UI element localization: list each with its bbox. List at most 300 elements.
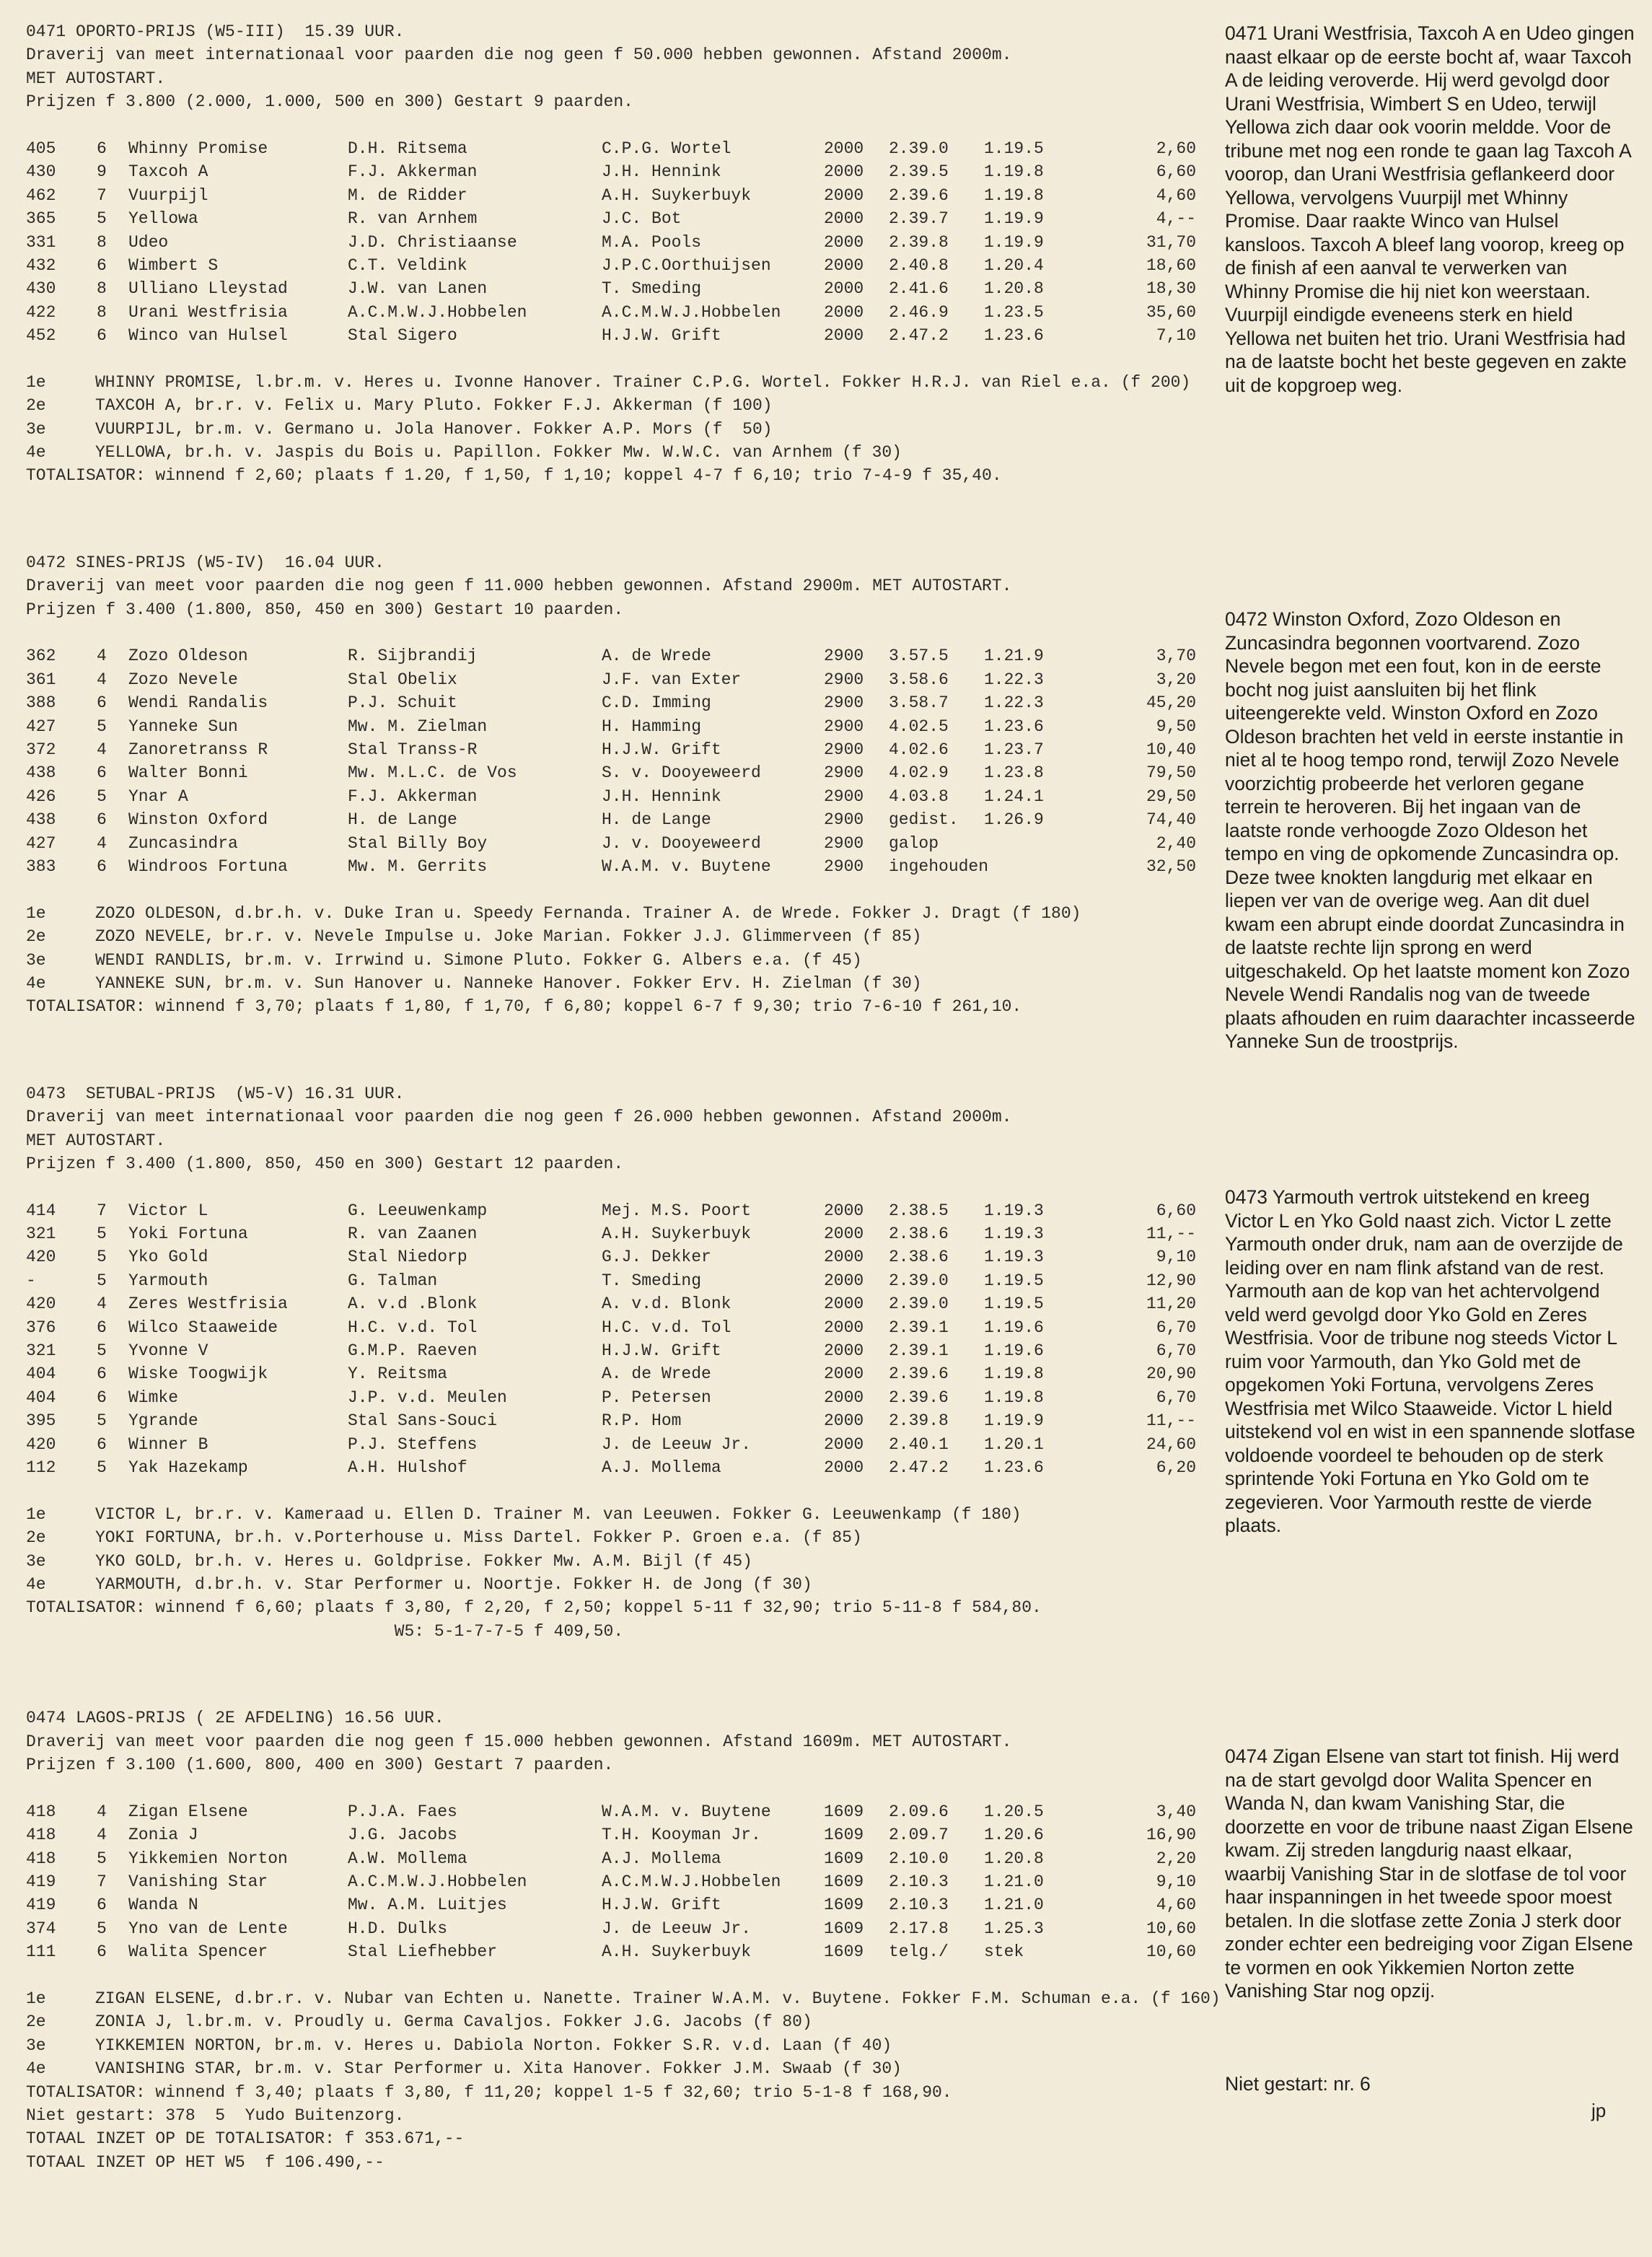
table-cell: 2,60 — [1156, 139, 1196, 158]
table-cell: 1.19.8 — [984, 162, 1044, 182]
race-description: Draverij van meet voor paarden die nog geen f 15.000 hebben gewonnen. Afstand 1609m. MET AUTOSTART. — [26, 1732, 1012, 1751]
placing-text: YOKI FORTUNA, br.h. v.Porterhouse u. Miss Dartel. Fokker P. Groen e.a. (f 85) — [95, 1528, 862, 1548]
table-cell: 2.39.6 — [889, 1388, 949, 1407]
table-cell: 1.19.6 — [984, 1318, 1044, 1337]
placing-text: YANNEKE SUN, br.m. v. Sun Hanover u. Nanneke Hanover. Fokker Erv. H. Zielman (f 30) — [95, 973, 922, 993]
table-cell: 6 — [97, 693, 107, 713]
table-cell: 1.19.5 — [984, 1271, 1044, 1290]
placing-entry — [26, 441, 1223, 464]
table-cell: 1.19.8 — [984, 1364, 1044, 1384]
table-cell: Stal Sans-Souci — [348, 1411, 498, 1431]
race-description: Draverij van meet internationaal voor paarden die nog geen f 50.000 hebben gewonnen. Afstand 2000m. — [26, 45, 1012, 65]
table-cell: 2.38.6 — [889, 1224, 949, 1244]
table-row — [26, 1222, 1223, 1245]
table-row — [26, 1893, 1223, 1916]
table-cell: D.H. Ritsema — [348, 139, 467, 158]
table-row — [26, 137, 1223, 160]
totalisator-line: TOTALISATOR: winnend f 6,60; plaats f 3,80, f 2,20, f 2,50; koppel 5-11 f 32,90; trio 5-11-8 f 584,80. — [26, 1598, 1042, 1618]
placing-entry — [26, 1573, 1223, 1596]
table-cell: 1.19.3 — [984, 1248, 1044, 1267]
table-cell: 2900 — [824, 670, 864, 689]
table-row — [26, 715, 1223, 738]
table-cell: Ygrande — [128, 1411, 198, 1431]
placing-text: YELLOWA, br.h. v. Jaspis du Bois u. Papillon. Fokker Mw. W.W.C. van Arnhem (f 30) — [95, 443, 902, 463]
table-cell: 6 — [97, 139, 107, 158]
table-cell: 321 — [26, 1341, 56, 1361]
totalisator-line: TOTAAL INZET OP DE TOTALISATOR: f 353.671,-- — [26, 2129, 465, 2149]
table-cell: 1.20.4 — [984, 255, 1044, 275]
table-cell: 7 — [97, 185, 107, 205]
table-cell: 2000 — [824, 1271, 864, 1290]
table-cell: 321 — [26, 1224, 56, 1244]
placing-label: 4e — [26, 2059, 46, 2079]
table-cell: 8 — [97, 302, 107, 322]
table-cell: Zonia J — [128, 1826, 198, 1845]
table-cell: Ulliano Lleystad — [128, 279, 288, 299]
table-cell: gedist. — [889, 810, 959, 830]
table-cell: 1.20.6 — [984, 1826, 1044, 1845]
race-description: Prijzen f 3.800 (2.000, 1.000, 500 en 300) Gestart 9 paarden. — [26, 92, 633, 112]
race-section — [26, 1643, 1223, 2174]
table-cell: 3,70 — [1156, 647, 1196, 666]
table-cell: 420 — [26, 1248, 56, 1267]
table-cell: A.W. Mollema — [348, 1849, 467, 1868]
table-cell: 4 — [97, 670, 107, 689]
table-cell: Mw. A.M. Luitjes — [348, 1896, 507, 1915]
placing-text: VUURPIJL, br.m. v. Germano u. Jola Hanover. Fokker A.P. Mors (f 50) — [95, 419, 773, 439]
table-row — [26, 761, 1223, 784]
table-cell: Yanneke Sun — [128, 716, 238, 736]
race-results-column — [26, 20, 1223, 2174]
table-cell: A.J. Mollema — [602, 1849, 721, 1868]
table-cell: 1.20.8 — [984, 279, 1044, 299]
table-cell: A.H. Suykerbuyk — [602, 1942, 752, 1962]
table-cell: Zanoretranss R — [128, 740, 268, 759]
table-cell: Walita Spencer — [128, 1942, 268, 1962]
placing-label: 2e — [26, 1528, 46, 1548]
table-row — [26, 1456, 1223, 1479]
race-description: MET AUTOSTART. — [26, 1131, 166, 1150]
table-cell: 1.25.3 — [984, 1919, 1044, 1938]
table-cell: 2900 — [824, 763, 864, 783]
table-cell: 2000 — [824, 162, 864, 182]
table-cell: R. van Arnhem — [348, 209, 478, 229]
table-cell: 7 — [97, 1201, 107, 1220]
table-cell: Stal Transs-R — [348, 740, 478, 759]
table-cell: 430 — [26, 162, 56, 182]
table-cell: Y. Reitsma — [348, 1364, 448, 1384]
table-cell: A.H. Suykerbuyk — [602, 185, 752, 205]
table-row — [26, 301, 1223, 324]
table-cell: 2.10.3 — [889, 1872, 949, 1891]
table-cell: 1609 — [824, 1872, 864, 1891]
table-row — [26, 1245, 1223, 1268]
table-cell: 1.19.8 — [984, 185, 1044, 205]
placing-label: 3e — [26, 419, 46, 439]
table-cell: 32,50 — [1146, 856, 1196, 876]
table-cell: 5 — [97, 1341, 107, 1361]
table-cell: 419 — [26, 1872, 56, 1891]
table-cell: 1.22.3 — [984, 670, 1044, 689]
table-cell: H.D. Dulks — [348, 1919, 448, 1938]
table-row — [26, 1433, 1223, 1456]
table-cell: 2000 — [824, 1248, 864, 1267]
table-cell: J.P.C.Oorthuijsen — [602, 255, 771, 275]
table-cell: 1.23.7 — [984, 740, 1044, 759]
table-cell: 2.09.6 — [889, 1802, 949, 1821]
placing-entry — [26, 1503, 1223, 1526]
table-row — [26, 1269, 1223, 1292]
table-cell: 79,50 — [1146, 763, 1196, 783]
race-description: Prijzen f 3.400 (1.800, 850, 450 en 300) Gestart 12 paarden. — [26, 1154, 624, 1173]
table-cell: Yoki Fortuna — [128, 1224, 248, 1244]
table-row — [26, 855, 1223, 878]
table-row — [26, 1917, 1223, 1940]
table-cell: 2000 — [824, 302, 864, 322]
table-cell: Winston Oxford — [128, 810, 268, 830]
table-cell: 361 — [26, 670, 56, 689]
table-cell: 2.39.1 — [889, 1341, 949, 1361]
table-cell: 18,60 — [1146, 255, 1196, 275]
placing-text: VANISHING STAR, br.m. v. Star Performer u. Xita Hanover. Fokker J.M. Swaab (f 30) — [95, 2059, 902, 2079]
table-cell: telg./ — [889, 1942, 949, 1962]
table-cell: 6 — [97, 1942, 107, 1962]
placing-entry — [26, 972, 1223, 995]
race-report — [1225, 608, 1636, 1053]
table-cell: 1.19.3 — [984, 1201, 1044, 1220]
table-cell: J.F. van Exter — [602, 670, 742, 689]
table-row — [26, 184, 1223, 207]
table-cell: 1.23.6 — [984, 716, 1044, 736]
table-cell: 2900 — [824, 647, 864, 666]
table-cell: Mw. M.L.C. de Vos — [348, 763, 517, 783]
table-cell: A.J. Mollema — [602, 1458, 721, 1477]
table-cell: G. Talman — [348, 1271, 438, 1290]
table-cell: 1609 — [824, 1849, 864, 1868]
table-cell: Yno van de Lente — [128, 1919, 288, 1938]
table-cell: 2.39.6 — [889, 185, 949, 205]
table-cell: 2900 — [824, 740, 864, 759]
table-cell: 35,60 — [1146, 302, 1196, 322]
blank-line — [26, 1479, 1223, 1502]
table-cell: 372 — [26, 740, 56, 759]
table-cell: J.G. Jacobs — [348, 1826, 457, 1845]
placing-label: 1e — [26, 372, 46, 392]
table-cell: 1.20.5 — [984, 1802, 1044, 1821]
table-cell: 16,90 — [1146, 1826, 1196, 1845]
table-cell: 432 — [26, 255, 56, 275]
table-cell: Mw. M. Gerrits — [348, 856, 488, 876]
placing-text: ZONIA J, l.br.m. v. Proudly u. Germa Cavaljos. Fokker J.G. Jacobs (f 80) — [95, 2012, 812, 2032]
table-cell: 6 — [97, 1364, 107, 1384]
table-cell: 1.23.6 — [984, 1458, 1044, 1477]
table-cell: Winco van Hulsel — [128, 326, 288, 346]
table-cell: 383 — [26, 856, 56, 876]
table-cell: Wimke — [128, 1388, 179, 1407]
table-cell: A. de Wrede — [602, 647, 711, 666]
totalisator-line: TOTALISATOR: winnend f 2,60; plaats f 1.20, f 1,50, f 1,10; koppel 4-7 f 6,10; trio 7-4-9 f 35,40. — [26, 466, 1002, 486]
race-report-text: 0472 Winston Oxford, Zozo Oldeson en Zuncasindra begonnen voortvarend. Zozo Nevele begon met een fout, kon in de eerste bocht nog juist aansluiten bij het flink uiteengerekte veld. Winston Oxford en Zozo Oldeson brachten het veld in eerste instantie in niet al te hoog tempo rond, terwijl Zozo Nevele voorzichtig probeerde het verloren gegane terrein te heroveren. Bij het ingaan van de laatste ronde verhoogde Zozo Oldeson het tempo en ving de opkomende Zuncasindra op. Deze twee knokten langdurig met elkaar en liepen ver van de overige weg. Aan dit duel kwam een abrupt einde doordat Zuncasindra in de laatste rechte lijn sprong en werd uitgeschakeld. Op het laatste moment kon Zozo Nevele Wendi Randalis nog van de tweede plaats afhouden en ruim daarachter incasseerde Yanneke Sun de troostprijs. — [1225, 608, 1635, 1052]
table-cell: 1.26.9 — [984, 810, 1044, 830]
table-cell: H.J.W. Grift — [602, 326, 721, 346]
table-cell: 438 — [26, 763, 56, 783]
placing-label: 1e — [26, 1504, 46, 1524]
table-cell: 6 — [97, 1896, 107, 1915]
table-cell: 4 — [97, 1826, 107, 1845]
table-cell: 2000 — [824, 232, 864, 252]
table-cell: J. de Leeuw Jr. — [602, 1434, 752, 1454]
table-cell: 3.58.6 — [889, 670, 949, 689]
table-cell: 405 — [26, 139, 56, 158]
race-description: Draverij van meet internationaal voor paarden die nog geen f 26.000 hebben gewonnen. Afstand 2000m. — [26, 1108, 1012, 1127]
table-cell: 18,30 — [1146, 279, 1196, 299]
table-cell: 5 — [97, 1849, 107, 1868]
table-cell: Zozo Oldeson — [128, 647, 248, 666]
section-gap — [26, 1019, 1223, 1082]
table-cell: W.A.M. v. Buytene — [602, 856, 771, 876]
table-cell: 2900 — [824, 786, 864, 806]
table-cell: 2.41.6 — [889, 279, 949, 299]
table-cell: 1.20.8 — [984, 1849, 1044, 1868]
table-cell: 1.19.6 — [984, 1341, 1044, 1361]
placing-entry — [26, 1550, 1223, 1573]
placing-label: 4e — [26, 443, 46, 463]
table-cell: 1.22.3 — [984, 693, 1044, 713]
race-description: Prijzen f 3.400 (1.800, 850, 450 en 300) Gestart 10 paarden. — [26, 600, 624, 619]
table-cell: 31,70 — [1146, 232, 1196, 252]
table-cell: 2.39.8 — [889, 1411, 949, 1431]
race-description: Prijzen f 3.100 (1.600, 800, 400 en 300) Gestart 7 paarden. — [26, 1755, 614, 1774]
table-cell: 45,20 — [1146, 693, 1196, 713]
table-cell: J.H. Hennink — [602, 786, 721, 806]
placing-entry — [26, 2010, 1223, 2033]
table-cell: 362 — [26, 647, 56, 666]
author-initials: jp — [1591, 2100, 1607, 2121]
table-cell: Zozo Nevele — [128, 670, 238, 689]
race-section — [26, 488, 1223, 1019]
table-cell: 8 — [97, 232, 107, 252]
table-row — [26, 1339, 1223, 1362]
table-row — [26, 1199, 1223, 1222]
race-report-text: 0473 Yarmouth vertrok uitstekend en kreeg Victor L en Yko Gold naast zich. Victor L zette Yarmouth onder druk, nam aan de overzijde de leiding over en nam flink afstand van de rest. Yarmouth aan de kop van het achtervolgend veld werd gevolgd door Yko Gold en Zeres Westfrisia. Voor de tribune nog steeds Victor L ruim voor Yarmouth, dan Yko Gold met de opgekomen Yoki Fortuna, vervolgens Zeres Westfrisia met Wilco Staaweide. Victor L hield uitstekend vol en wist in een spannende slotfase voldoende voordeel te behouden op de sterk sprintende Yoki Fortuna en Yko Gold om te zegevieren. Voor Yarmouth restte de vierde plaats. — [1225, 1186, 1635, 1536]
table-cell: 2000 — [824, 139, 864, 158]
placing-entry — [26, 902, 1223, 925]
race-report — [1225, 2072, 1636, 2096]
race-header: 0471 OPORTO-PRIJS (W5-III) 15.39 UUR. — [26, 22, 405, 41]
table-cell: 418 — [26, 1802, 56, 1821]
race-report-text: Niet gestart: nr. 6 — [1225, 2073, 1371, 2095]
table-cell: P.J.A. Faes — [348, 1802, 457, 1821]
table-row — [26, 1316, 1223, 1339]
blank-line — [26, 347, 1223, 370]
table-cell: 4 — [97, 833, 107, 853]
table-cell: 4.02.9 — [889, 763, 949, 783]
table-cell: 20,90 — [1146, 1364, 1196, 1384]
race-header: 0473 SETUBAL-PRIJS (W5-V) 16.31 UUR. — [26, 1084, 405, 1103]
table-cell: H.J.W. Grift — [602, 1341, 721, 1361]
table-row — [26, 1823, 1223, 1846]
table-cell: 2000 — [824, 1294, 864, 1314]
table-cell: 5 — [97, 1458, 107, 1477]
table-cell: 6 — [97, 1318, 107, 1337]
table-cell: Yvonne V — [128, 1341, 208, 1361]
totalisator-line: Niet gestart: 378 5 Yudo Buitenzorg. — [26, 2105, 405, 2125]
table-cell: Yko Gold — [128, 1248, 208, 1267]
table-cell: G.M.P. Raeven — [348, 1341, 478, 1361]
blank-line — [26, 621, 1223, 644]
table-cell: 12,90 — [1146, 1271, 1196, 1290]
table-cell: 427 — [26, 833, 56, 853]
table-cell: 5 — [97, 1271, 107, 1290]
table-row — [26, 1870, 1223, 1893]
table-cell: J. de Leeuw Jr. — [602, 1919, 752, 1938]
table-cell: 365 — [26, 209, 56, 229]
table-cell: 1609 — [824, 1942, 864, 1962]
table-cell: A.C.M.W.J.Hobbelen — [602, 1872, 781, 1891]
table-cell: 6,60 — [1156, 162, 1196, 182]
blank-line — [26, 1776, 1223, 1800]
table-cell: 2.46.9 — [889, 302, 949, 322]
table-cell: 2.40.8 — [889, 255, 949, 275]
table-cell: Taxcoh A — [128, 162, 208, 182]
table-cell: 2000 — [824, 1388, 864, 1407]
table-cell: 1.23.8 — [984, 763, 1044, 783]
blank-line — [26, 1963, 1223, 1986]
table-cell: 4.03.8 — [889, 786, 949, 806]
race-report-text: 0474 Zigan Elsene van start tot finish. Hij werd na de start gevolgd door Walita Spencer en Wanda N, dan kwam Vanishing Star, die doorzette en voor de tribune naast Zigan Elsene kwam. Zij streden langdurig naast elkaar, waarbij Vanishing Star in de slotfase de tol voor haar inspanningen in het tweede spoor moest betalen. In die slotfase zette Zonia J sterk door zonder echter een bedreiging voor Zigan Elsene te vormen en ook Yikkemien Norton zette Vanishing Star nog opzij. — [1225, 1745, 1633, 2002]
table-cell: 418 — [26, 1849, 56, 1868]
table-cell: Victor L — [128, 1201, 208, 1220]
placing-entry — [26, 1526, 1223, 1549]
table-cell: Vuurpijl — [128, 185, 208, 205]
table-cell: 2000 — [824, 1318, 864, 1337]
table-cell: H.C. v.d. Tol — [602, 1318, 731, 1337]
table-cell: 29,50 — [1146, 786, 1196, 806]
table-cell: T. Smeding — [602, 1271, 702, 1290]
table-cell: 2000 — [824, 1224, 864, 1244]
placing-text: WENDI RANDLIS, br.m. v. Irrwind u. Simone Pluto. Fokker G. Albers e.a. (f 45) — [95, 950, 862, 970]
table-cell: 6 — [97, 1388, 107, 1407]
placing-text: ZIGAN ELSENE, d.br.r. v. Nubar van Echten u. Nanette. Trainer W.A.M. v. Buytene. Fokker F.M. Schuman e.a. (f 160) — [95, 1989, 1221, 2008]
table-cell: 3,40 — [1156, 1802, 1196, 1821]
table-cell: 4.02.5 — [889, 716, 949, 736]
table-cell: 1.23.5 — [984, 302, 1044, 322]
table-row — [26, 1409, 1223, 1432]
placing-text: YIKKEMIEN NORTON, br.m. v. Heres u. Dabiola Norton. Fokker S.R. v.d. Laan (f 40) — [95, 2035, 892, 2055]
table-cell: 112 — [26, 1458, 56, 1477]
table-cell: 4 — [97, 1294, 107, 1314]
table-cell: 5 — [97, 1919, 107, 1938]
table-cell: Yikkemien Norton — [128, 1849, 288, 1868]
table-cell: 2900 — [824, 810, 864, 830]
table-cell: Mw. M. Zielman — [348, 716, 488, 736]
table-cell: 1609 — [824, 1826, 864, 1845]
table-cell: Stal Liefhebber — [348, 1942, 498, 1962]
table-cell: Zeres Westfrisia — [128, 1294, 288, 1314]
table-cell: stek — [984, 1942, 1024, 1962]
race-description: MET AUTOSTART. — [26, 69, 166, 88]
table-cell: M. de Ridder — [348, 185, 467, 205]
table-cell: 2000 — [824, 1458, 864, 1477]
table-cell: J.P. v.d. Meulen — [348, 1388, 507, 1407]
table-cell: 2.39.6 — [889, 1364, 949, 1384]
table-cell: 1609 — [824, 1802, 864, 1821]
table-cell: Wiske Toogwijk — [128, 1364, 268, 1384]
table-cell: 7,10 — [1156, 326, 1196, 346]
table-cell: 6,70 — [1156, 1318, 1196, 1337]
table-cell: 6 — [97, 810, 107, 830]
table-row — [26, 691, 1223, 714]
table-cell: 2.39.7 — [889, 209, 949, 229]
table-cell: 1.19.9 — [984, 1411, 1044, 1431]
table-cell: J.H. Hennink — [602, 162, 721, 182]
table-cell: A.C.M.W.J.Hobbelen — [602, 302, 781, 322]
table-cell: Whinny Promise — [128, 139, 268, 158]
totalisator-line: W5: 5-1-7-7-5 f 409,50. — [26, 1621, 624, 1641]
placing-entry — [26, 2034, 1223, 2057]
placing-text: VICTOR L, br.r. v. Kameraad u. Ellen D. Trainer M. van Leeuwen. Fokker G. Leeuwenkamp (f 180) — [95, 1504, 1021, 1524]
table-cell: A.H. Suykerbuyk — [602, 1224, 752, 1244]
table-cell: 74,40 — [1146, 810, 1196, 830]
table-cell: 2000 — [824, 1364, 864, 1384]
table-cell: Walter Bonni — [128, 763, 248, 783]
table-cell: 111 — [26, 1942, 56, 1962]
placing-label: 2e — [26, 927, 46, 947]
table-cell: 9,10 — [1156, 1248, 1196, 1267]
table-cell: 2000 — [824, 279, 864, 299]
placing-label: 3e — [26, 2035, 46, 2055]
table-row — [26, 277, 1223, 300]
race-section — [26, 20, 1223, 488]
table-cell: Yellowa — [128, 209, 198, 229]
table-cell: galop — [889, 833, 939, 853]
race-header: 0474 LAGOS-PRIJS ( 2E AFDELING) 16.56 UUR. — [26, 1709, 444, 1728]
table-cell: 5 — [97, 716, 107, 736]
table-row — [26, 1847, 1223, 1870]
table-cell: A. v.d. Blonk — [602, 1294, 731, 1314]
placing-entry — [26, 925, 1223, 948]
table-cell: 2.40.1 — [889, 1434, 949, 1454]
table-cell: 2.10.0 — [889, 1849, 949, 1868]
table-cell: 2000 — [824, 255, 864, 275]
table-row — [26, 808, 1223, 831]
table-cell: 4 — [97, 740, 107, 759]
table-cell: 2.17.8 — [889, 1919, 949, 1938]
table-cell: F.J. Akkerman — [348, 786, 478, 806]
placing-entry — [26, 1987, 1223, 2010]
placing-label: 2e — [26, 396, 46, 416]
table-cell: Zigan Elsene — [128, 1802, 248, 1821]
table-cell: H.J.W. Grift — [602, 740, 721, 759]
table-cell: 2.39.1 — [889, 1318, 949, 1337]
table-cell: 11,20 — [1146, 1294, 1196, 1314]
table-cell: A.C.M.W.J.Hobbelen — [348, 302, 527, 322]
placing-text: YARMOUTH, d.br.h. v. Star Performer u. Noortje. Fokker H. de Jong (f 30) — [95, 1575, 812, 1594]
table-cell: 2.09.7 — [889, 1826, 949, 1845]
table-cell: 1.23.6 — [984, 326, 1044, 346]
table-cell: 452 — [26, 326, 56, 346]
table-cell: Wendi Randalis — [128, 693, 268, 713]
table-cell: Mej. M.S. Poort — [602, 1201, 752, 1220]
table-cell: 420 — [26, 1434, 56, 1454]
blank-line — [26, 1175, 1223, 1198]
table-cell: P.J. Schuit — [348, 693, 457, 713]
table-cell: 2.39.8 — [889, 232, 949, 252]
table-cell: A. de Wrede — [602, 1364, 711, 1384]
table-cell: Stal Obelix — [348, 670, 457, 689]
table-row — [26, 1292, 1223, 1315]
table-cell: R.P. Hom — [602, 1411, 682, 1431]
